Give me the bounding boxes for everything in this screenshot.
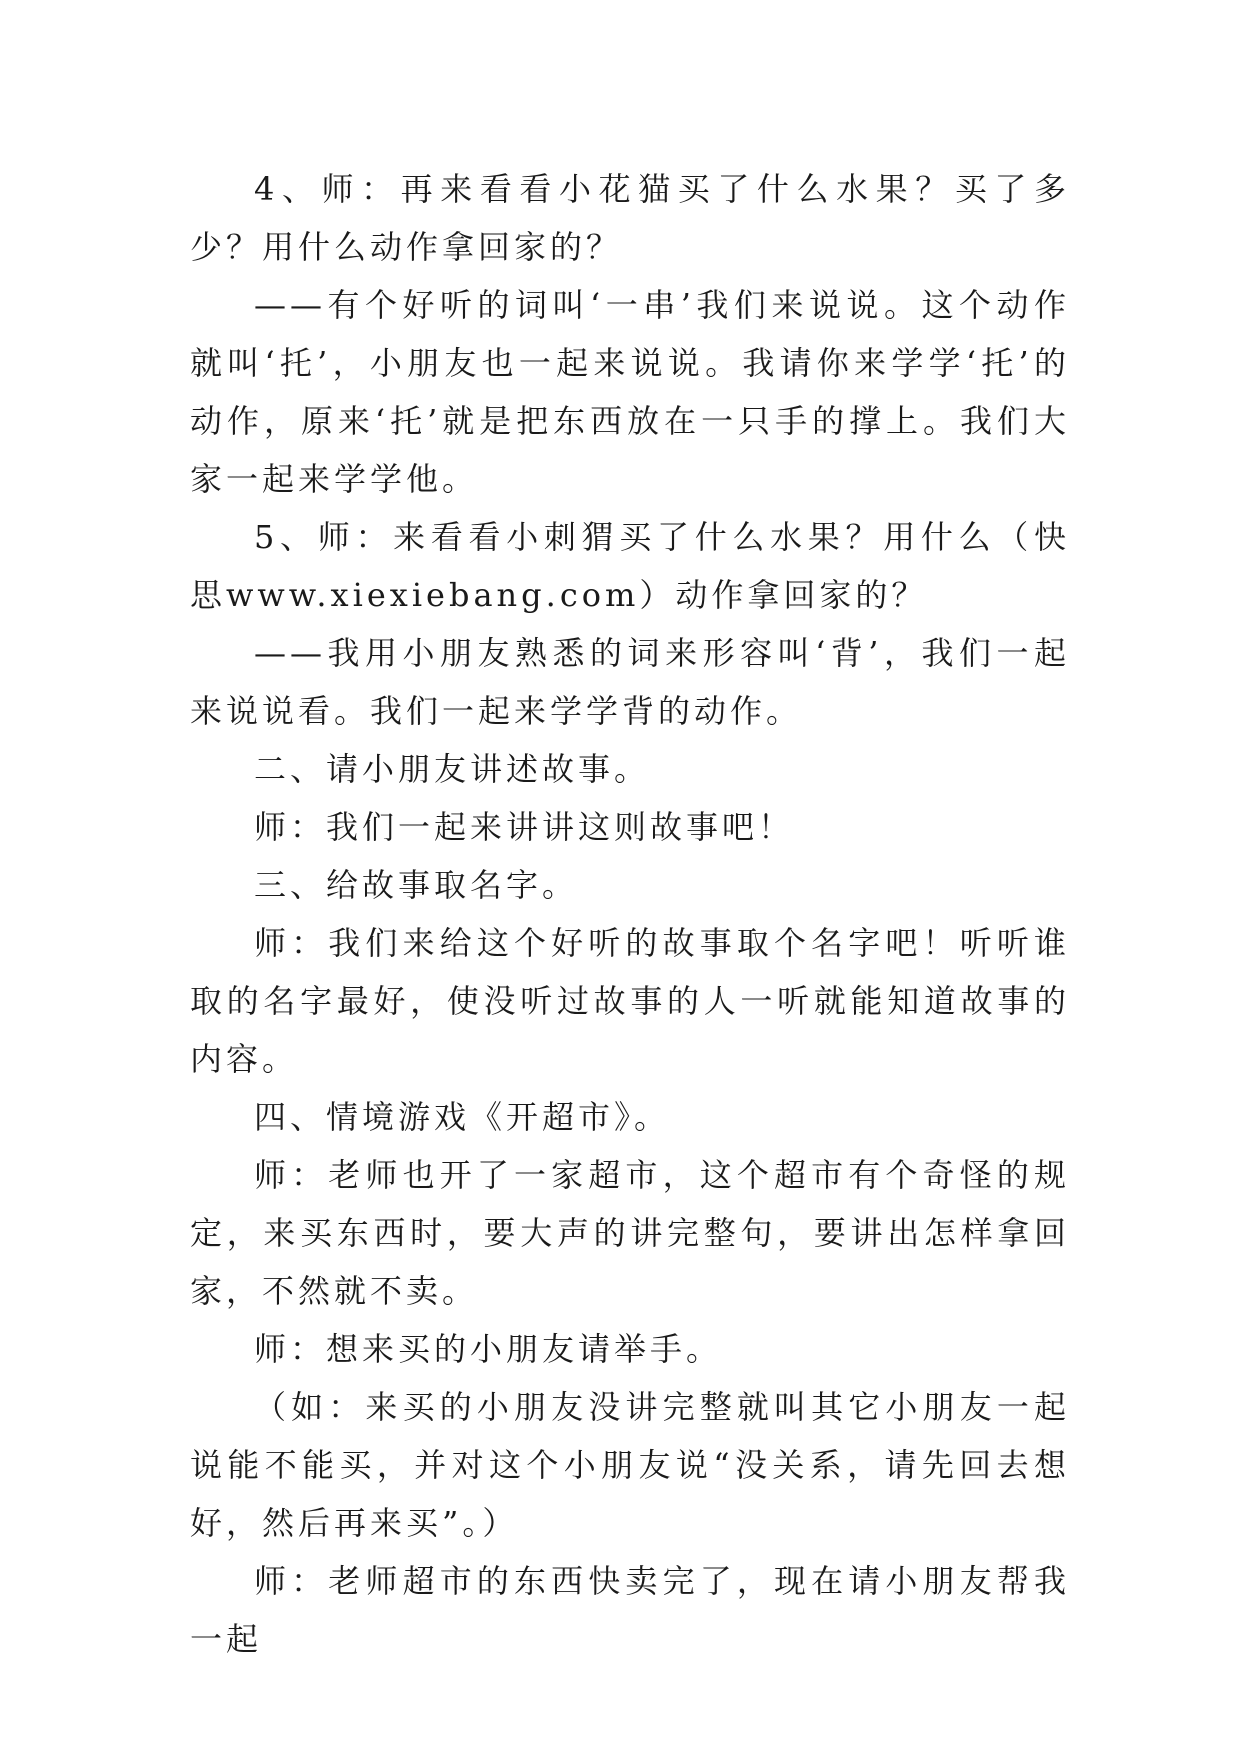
section-heading: 二、请小朋友讲述故事。 [254,750,651,788]
section-heading: 四、情境游戏《开超市》。 [254,1098,671,1136]
section-heading: 三、给故事取名字。 [254,866,579,904]
paragraph: 4、师：再来看看小花猫买了什么水果？买了多少？用什么动作拿回家的？ [190,170,1070,266]
paragraph: 师：老师也开了一家超市，这个超市有个奇怪的规定，来买东西时，要大声的讲完整句，要讲出怎样拿回家，不然就不卖。 [190,1156,1070,1310]
paragraph: ——我用小朋友熟悉的词来形容叫‘背’，我们一起来说说看。我们一起来学学背的动作。 [190,634,1070,730]
paragraph: 师：我们来给这个好听的故事取个名字吧！听听谁取的名字最好，使没听过故事的人一听就能知道故事的内容。 [190,924,1070,1078]
paragraph: 师：想来买的小朋友请举手。 [254,1330,723,1368]
paragraph: （如：来买的小朋友没讲完整就叫其它小朋友一起说能不能买，并对这个小朋友说“没关系，请先回去想好，然后再来买”。） [190,1388,1070,1542]
paragraph: 师：我们一起来讲讲这则故事吧！ [254,808,795,846]
paragraph: ——有个好听的词叫‘一串’我们来说说。这个动作就叫‘托’，小朋友也一起来说说。我请你来学学‘托’的动作，原来‘托’就是把东西放在一只手的撑上。我们大家一起来学学他。 [190,286,1070,498]
paragraph: 5、师：来看看小刺猬买了什么水果？用什么（快思www.xiexiebang.com）动作拿回家的？ [190,518,1070,614]
document-body [190,160,1070,1668]
paragraph: 师：老师超市的东西快卖完了，现在请小朋友帮我一起 [190,1562,1070,1658]
